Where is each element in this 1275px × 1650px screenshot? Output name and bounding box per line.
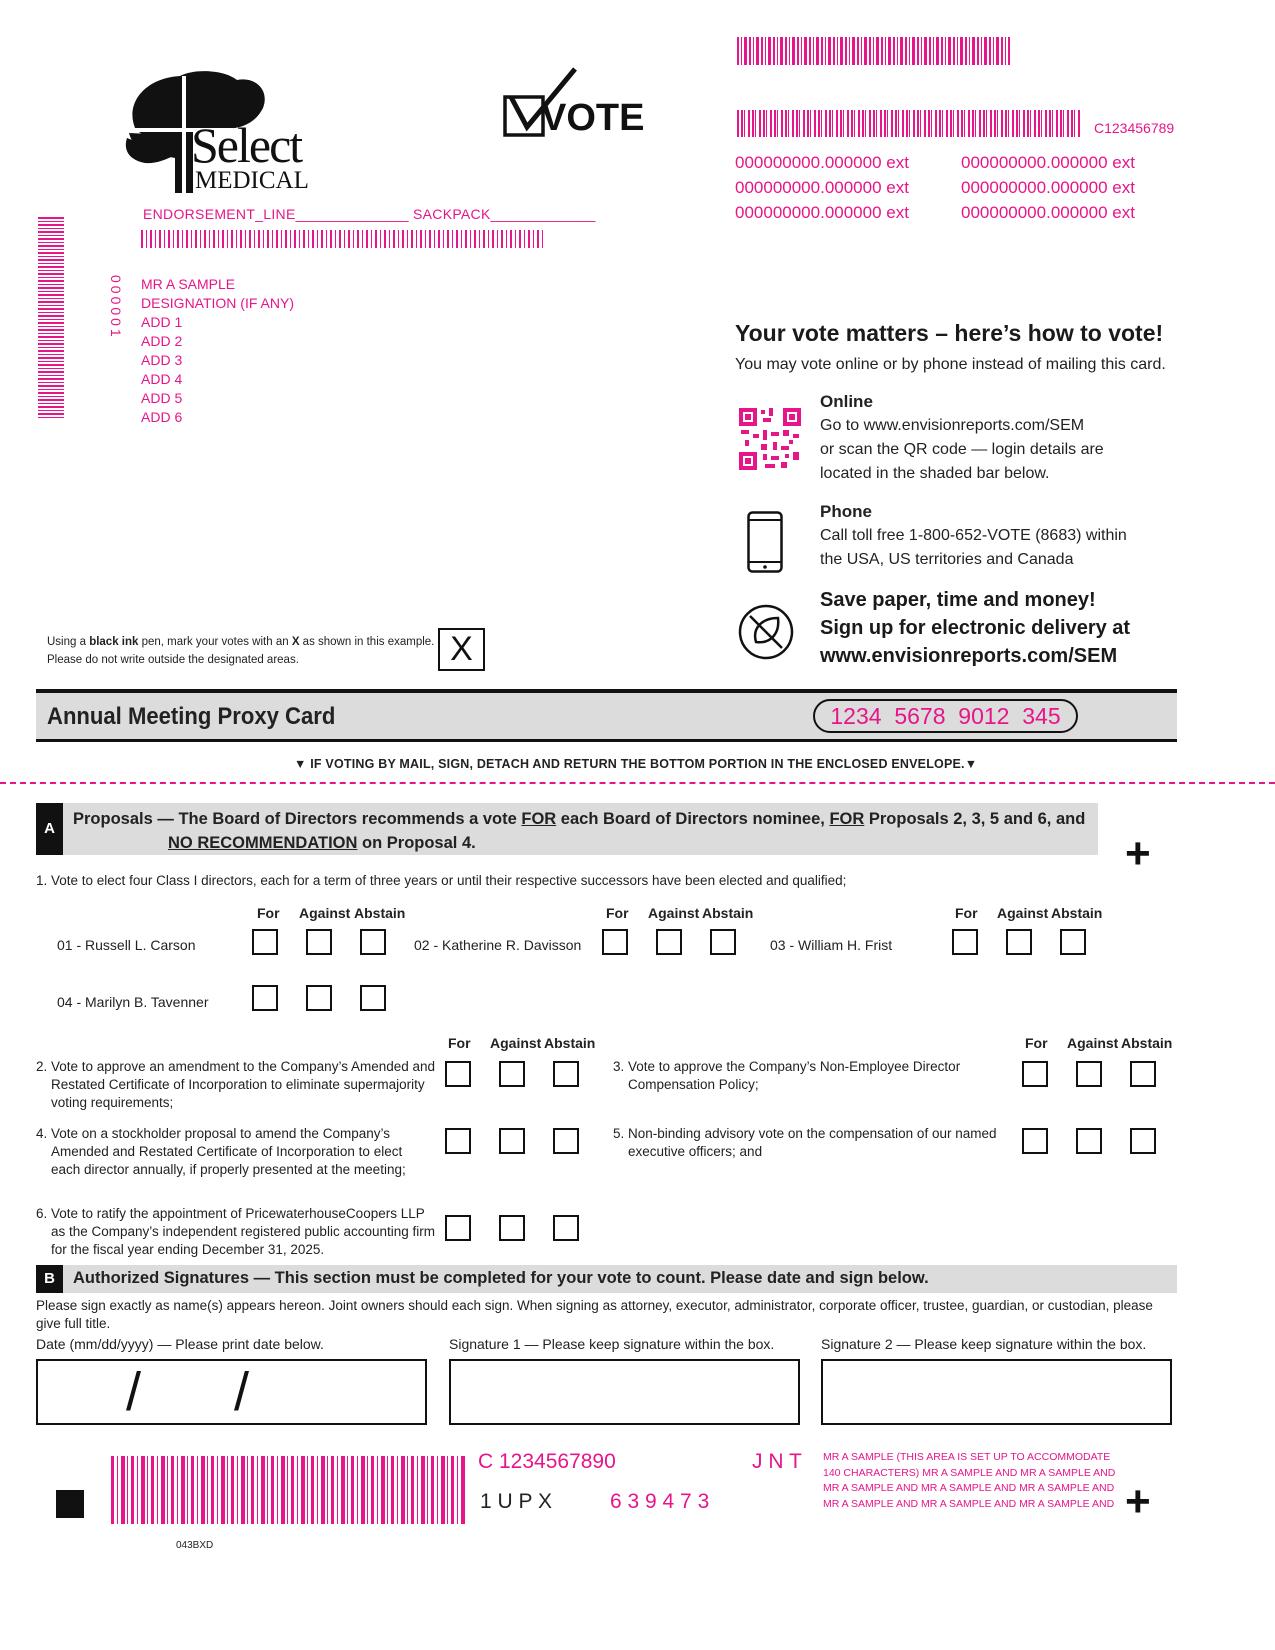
postal-barcode-top bbox=[737, 37, 1010, 65]
online-heading: Online bbox=[820, 392, 873, 411]
ink-instructions bbox=[47, 633, 434, 669]
example-x: X bbox=[450, 630, 473, 668]
section-a-heading bbox=[73, 807, 1085, 855]
address-line: ADD 5 bbox=[141, 390, 183, 406]
proposal-6-against-checkbox[interactable] bbox=[499, 1215, 525, 1241]
address-line: DESIGNATION (IF ANY) bbox=[141, 295, 294, 311]
vote-word: VOTE bbox=[541, 97, 645, 139]
proposal-4-for-checkbox[interactable] bbox=[445, 1128, 471, 1154]
heading-text: Proposals 2, 3, 5 and 6, and bbox=[864, 810, 1086, 828]
proposal-4-text bbox=[36, 1125, 406, 1179]
nominee-01-abstain-checkbox[interactable] bbox=[360, 929, 386, 955]
nominee-01-for-checkbox[interactable] bbox=[252, 929, 278, 955]
proposal-line: 2. Vote to approve an amendment to the Company’s Amended and bbox=[36, 1059, 436, 1074]
ext-lines-left bbox=[735, 150, 909, 225]
proposal-6-abstain-checkbox[interactable] bbox=[553, 1215, 579, 1241]
nominee-03-abstain-checkbox[interactable] bbox=[1060, 929, 1086, 955]
proposal-line: Compensation Policy; bbox=[628, 1077, 759, 1092]
signature-2-field[interactable] bbox=[821, 1359, 1172, 1425]
date-label: Date (mm/dd/yyyy) — Please print date below. bbox=[36, 1336, 324, 1352]
endorsement-line: ENDORSEMENT_LINE______________ SACKPACK_____________ bbox=[143, 206, 596, 222]
proposal-line: 5. Non-binding advisory vote on the compensation of our named bbox=[613, 1126, 997, 1141]
footer-account: C 1234567890 bbox=[478, 1450, 616, 1473]
side-code: 000001 bbox=[108, 275, 124, 340]
col-abstain: Abstain bbox=[702, 905, 754, 921]
col-against: Against bbox=[299, 905, 351, 921]
phone-heading: Phone bbox=[820, 502, 872, 521]
address-line: ADD 3 bbox=[141, 352, 183, 368]
ext-lines-right bbox=[961, 150, 1135, 225]
signature-1-label: Signature 1 — Please keep signature within the box. bbox=[449, 1336, 775, 1352]
phone-line: the USA, US territories and Canada bbox=[820, 551, 1074, 568]
col-abstain: Abstain bbox=[1051, 905, 1103, 921]
ext-line: 000000000.000000 ext bbox=[735, 178, 909, 197]
nominee-04-abstain-checkbox[interactable] bbox=[360, 985, 386, 1011]
col-against: Against bbox=[648, 905, 700, 921]
paperless-line: Save paper, time and money! bbox=[820, 589, 1096, 611]
online-section bbox=[820, 390, 1104, 486]
section-a-line-1 bbox=[73, 807, 1085, 831]
nominee-01-against-checkbox[interactable] bbox=[306, 929, 332, 955]
proposal-5-text bbox=[613, 1125, 996, 1161]
signature-1-field[interactable] bbox=[449, 1359, 800, 1425]
instruction-line-1 bbox=[47, 633, 434, 651]
footer-address-line: MR A SAMPLE AND MR A SAMPLE AND MR A SAMPLE AND bbox=[823, 1482, 1115, 1494]
phone-section bbox=[820, 500, 1127, 572]
registered-mark: ® bbox=[257, 94, 264, 104]
col-for: For bbox=[606, 905, 629, 921]
heading-text: each Board of Directors nominee, bbox=[556, 810, 830, 828]
ext-line: 000000000.000000 ext bbox=[735, 203, 909, 222]
footer-code-black: 1 U P X bbox=[480, 1490, 552, 1513]
brand-name-select: Select bbox=[191, 117, 302, 173]
heading-text: Proposals — The Board of Directors recommends a vote bbox=[73, 810, 522, 828]
ext-line: 000000000.000000 ext bbox=[735, 153, 909, 172]
heading-for: FOR bbox=[829, 810, 865, 828]
date-slash: / bbox=[126, 1362, 142, 1422]
proposal-2-for-checkbox[interactable] bbox=[445, 1061, 471, 1087]
proposal-1-text: 1. Vote to elect four Class I directors, each for a term of three years or until their respective successors have been elected and qualified; bbox=[36, 873, 847, 888]
online-line: or scan the QR code — login details are bbox=[820, 441, 1104, 458]
col-against: Against bbox=[1067, 1035, 1119, 1051]
heading-text: on Proposal 4. bbox=[357, 834, 476, 852]
heading-for: FOR bbox=[521, 810, 557, 828]
proposal-6-text bbox=[36, 1205, 435, 1259]
proposal-4-against-checkbox[interactable] bbox=[499, 1128, 525, 1154]
nominee-04-against-checkbox[interactable] bbox=[306, 985, 332, 1011]
proposal-2-against-checkbox[interactable] bbox=[499, 1061, 525, 1087]
paperless-section bbox=[820, 586, 1130, 670]
nominee-02-against-checkbox[interactable] bbox=[656, 929, 682, 955]
proposal-4-abstain-checkbox[interactable] bbox=[553, 1128, 579, 1154]
nominee-02-abstain-checkbox[interactable] bbox=[710, 929, 736, 955]
col-for: For bbox=[955, 905, 978, 921]
address-line: ADD 1 bbox=[141, 314, 183, 330]
phone-line[interactable]: Call toll free 1-800-652-VOTE (8683) within bbox=[820, 527, 1127, 544]
signature-instructions: Please sign exactly as name(s) appears hereon. Joint owners should each sign. When signing as attorney, executor, administrator, corporate officer, trustee, guardian, or custodian, please give full title. bbox=[36, 1298, 1153, 1331]
col-for: For bbox=[448, 1035, 471, 1051]
online-line: located in the shaded bar below. bbox=[820, 465, 1050, 482]
proposal-line: voting requirements; bbox=[51, 1095, 174, 1110]
paperless-line[interactable]: www.envisionreports.com/SEM bbox=[820, 645, 1118, 667]
nominee-04-for-checkbox[interactable] bbox=[252, 985, 278, 1011]
address-line: MR A SAMPLE bbox=[141, 276, 236, 292]
instr-bold: black ink bbox=[89, 636, 139, 648]
leaf-icon bbox=[738, 604, 794, 660]
proposal-2-text bbox=[36, 1058, 435, 1112]
proxy-bar-bottom-rule bbox=[36, 739, 1177, 742]
online-line[interactable]: Go to www.envisionreports.com/SEM bbox=[820, 417, 1085, 434]
proposal-line: executive officers; and bbox=[628, 1144, 763, 1159]
col-for: For bbox=[257, 905, 280, 921]
ext-line: 000000000.000000 ext bbox=[961, 153, 1135, 172]
registration-plus-top: + bbox=[1125, 829, 1151, 878]
col-abstain: Abstain bbox=[1121, 1035, 1173, 1051]
brand-name-medical: MEDICAL bbox=[195, 167, 309, 194]
footer-address-line: MR A SAMPLE (THIS AREA IS SET UP TO ACCOMMODATE bbox=[823, 1451, 1111, 1463]
instr-text: Using a bbox=[47, 636, 90, 648]
proposal-line: Amended and Restated Certificate of Incorporation to elect bbox=[51, 1144, 403, 1159]
vote-logo bbox=[503, 65, 645, 140]
proposal-5-abstain-checkbox[interactable] bbox=[1130, 1128, 1156, 1154]
nominee-03-against-checkbox[interactable] bbox=[1006, 929, 1032, 955]
postal-barcode-second bbox=[737, 110, 1080, 137]
registration-plus-bottom: + bbox=[1125, 1477, 1151, 1526]
col-against: Against bbox=[997, 905, 1049, 921]
how-to-vote-title: Your vote matters – here’s how to vote! bbox=[735, 320, 1164, 346]
proposal-3-abstain-checkbox[interactable] bbox=[1130, 1061, 1156, 1087]
detach-instruction: ▼ IF VOTING BY MAIL, SIGN, DETACH AND RETURN THE BOTTOM PORTION IN THE ENCLOSED ENVELOPE.▼ bbox=[294, 757, 978, 771]
address-line: ADD 4 bbox=[141, 371, 183, 387]
proposal-line: as the Company’s independent registered public accounting firm bbox=[51, 1224, 435, 1239]
proxy-card-title: Annual Meeting Proxy Card bbox=[47, 703, 336, 730]
section-a-tag: A bbox=[36, 803, 63, 855]
ext-line: 000000000.000000 ext bbox=[961, 178, 1135, 197]
nominee-03: 03 - William H. Frist bbox=[770, 937, 893, 953]
proposal-line: for the fiscal year ending December 31, 2025. bbox=[51, 1242, 325, 1257]
control-number-pill bbox=[813, 699, 1078, 733]
nominee-02-for-checkbox[interactable] bbox=[602, 929, 628, 955]
nominee-03-for-checkbox[interactable] bbox=[952, 929, 978, 955]
tear-line[interactable] bbox=[0, 782, 1275, 784]
footer-address-block bbox=[823, 1450, 1115, 1512]
side-vertical-barcode bbox=[38, 217, 64, 420]
how-to-vote-subtitle: You may vote online or by phone instead of mailing this card. bbox=[735, 356, 1166, 373]
imb-barcode bbox=[141, 230, 544, 248]
proposal-2-abstain-checkbox[interactable] bbox=[553, 1061, 579, 1087]
col-for: For bbox=[1025, 1035, 1048, 1051]
proposal-3-text bbox=[613, 1058, 960, 1094]
select-medical-logo bbox=[125, 68, 340, 198]
proposal-3-against-checkbox[interactable] bbox=[1076, 1061, 1102, 1087]
section-b-tag: B bbox=[36, 1265, 63, 1293]
section-b-title: Authorized Signatures — This section must be completed for your vote to count. Please date and sign below. bbox=[73, 1269, 929, 1287]
proposal-5-for-checkbox[interactable] bbox=[1022, 1128, 1048, 1154]
example-mark-box bbox=[438, 628, 485, 671]
address-block bbox=[141, 275, 294, 427]
instr-text: pen, mark your votes with an bbox=[138, 636, 292, 648]
phone-icon bbox=[747, 511, 783, 573]
footer-barcode bbox=[111, 1456, 465, 1524]
instruction-line-2: Please do not write outside the designated areas. bbox=[47, 654, 299, 666]
section-a-line-2 bbox=[73, 831, 1085, 855]
col-abstain: Abstain bbox=[544, 1035, 596, 1051]
date-slash: / bbox=[234, 1362, 250, 1422]
heading-no-rec: NO RECOMMENDATION bbox=[168, 834, 358, 852]
control-id: C123456789 bbox=[1094, 120, 1175, 136]
nominee-01: 01 - Russell L. Carson bbox=[57, 937, 196, 953]
footer-code-pink: 6 3 9 4 7 3 bbox=[610, 1490, 710, 1513]
proposal-line: 3. Vote to approve the Company’s Non-Employee Director bbox=[613, 1059, 961, 1074]
control-number: 1234 5678 9012 345 bbox=[830, 703, 1061, 729]
nominee-02: 02 - Katherine R. Davisson bbox=[414, 937, 582, 953]
paperless-line: Sign up for electronic delivery at bbox=[820, 617, 1131, 639]
footer-address-line: MR A SAMPLE AND MR A SAMPLE AND MR A SAMPLE AND bbox=[823, 1497, 1115, 1510]
address-line: ADD 2 bbox=[141, 333, 183, 349]
proposal-line: 4. Vote on a stockholder proposal to amend the Company’s bbox=[36, 1126, 390, 1141]
footer-jnt: J N T bbox=[752, 1450, 802, 1473]
footer-address-line: 140 CHARACTERS) MR A SAMPLE AND MR A SAMPLE AND bbox=[823, 1466, 1116, 1479]
col-abstain: Abstain bbox=[354, 905, 406, 921]
instr-text: as shown in this example. bbox=[299, 636, 435, 648]
instr-bold: X bbox=[291, 636, 300, 648]
form-code: 043BXD bbox=[176, 1540, 214, 1551]
proposal-line: 6. Vote to ratify the appointment of PricewaterhouseCoopers LLP bbox=[36, 1206, 425, 1221]
proposal-line: each director annually, if properly presented at the meeting; bbox=[51, 1162, 406, 1177]
qr-code-icon bbox=[739, 408, 801, 470]
col-against: Against bbox=[490, 1035, 542, 1051]
proposal-3-for-checkbox[interactable] bbox=[1022, 1061, 1048, 1087]
signature-2-label: Signature 2 — Please keep signature within the box. bbox=[821, 1336, 1147, 1352]
nominee-04: 04 - Marilyn B. Tavenner bbox=[57, 994, 209, 1010]
proposal-5-against-checkbox[interactable] bbox=[1076, 1128, 1102, 1154]
ext-line: 000000000.000000 ext bbox=[961, 203, 1135, 222]
corner-registration-square bbox=[56, 1490, 84, 1518]
proposal-line: Restated Certificate of Incorporation to eliminate supermajority bbox=[51, 1077, 425, 1092]
date-field[interactable] bbox=[36, 1359, 427, 1425]
proposal-6-for-checkbox[interactable] bbox=[445, 1215, 471, 1241]
address-line: ADD 6 bbox=[141, 409, 183, 425]
